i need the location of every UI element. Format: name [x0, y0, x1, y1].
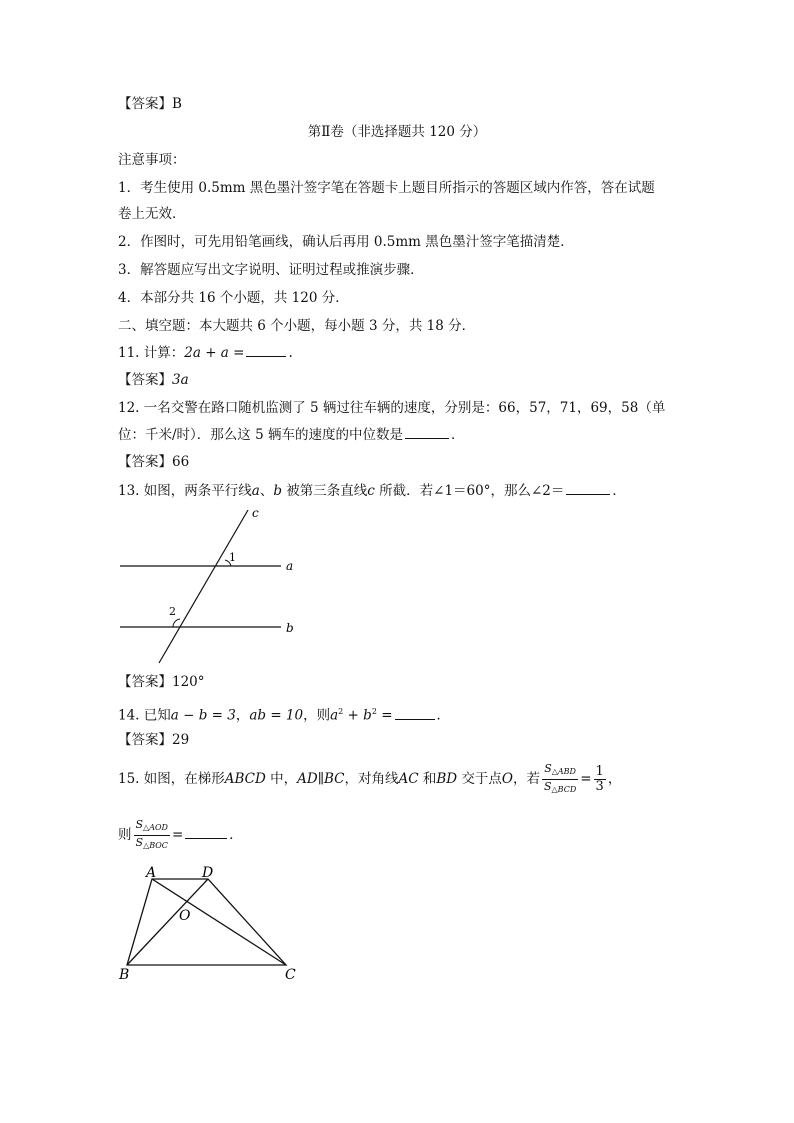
q14-expr1: a − b = 3 [170, 707, 236, 724]
label-b: b [286, 621, 294, 635]
line-c [159, 510, 248, 663]
q14-expr3: a [330, 707, 339, 724]
question-15 [118, 762, 621, 797]
q14-sup-b: 2 [371, 707, 377, 716]
q11-answer-blank [246, 342, 286, 357]
frac2-num: 1 [595, 764, 604, 779]
q11-answer-value: 3a [172, 372, 189, 388]
q15-text-c: ，对角线 [344, 771, 399, 787]
q13-text-a: 13. 如图，两条平行线 [118, 483, 252, 499]
label-D: D [202, 865, 214, 881]
q15-answer-blank [185, 824, 227, 839]
question-12-line2 [118, 424, 464, 445]
q14-answer: 【答案】29 [118, 732, 190, 748]
notes-title: 注意事项： [118, 152, 186, 168]
frac3-den-sub: △BOC [143, 841, 168, 850]
frac1-num-sub: △ABD [551, 767, 576, 776]
q14-expr4: + b [343, 707, 372, 724]
q13-sep: 、 [259, 483, 274, 499]
q11-answer-label: 【答案】 [118, 372, 172, 388]
q14-sep: ， [235, 707, 250, 724]
q14-expr5: = [376, 707, 393, 724]
q13-var-b: b [273, 483, 282, 499]
q13-answer-blank [566, 480, 610, 495]
previous-answer: 【答案】B [118, 96, 182, 112]
angle-2-arc [173, 619, 180, 627]
q15-fraction-3 [134, 818, 170, 853]
note-1-cont: 卷上无效． [118, 206, 186, 222]
q15-ac: AC [398, 771, 419, 787]
q12-suffix: ． [450, 427, 465, 443]
q15-text-f: ，若 [512, 771, 540, 787]
q14-expr2: ab = 10 [249, 707, 304, 724]
q11-suffix: . [288, 345, 293, 361]
q11-expression: 2a + a = [184, 345, 245, 361]
q15-suffix: ． [229, 827, 243, 843]
q15-bd: BD [436, 771, 458, 787]
frac1-den-sub: △BCD [551, 785, 577, 794]
q13-var-c: c [367, 483, 375, 499]
question-11 [118, 342, 293, 363]
frac1-den-s: S [543, 780, 552, 793]
question-15-line2 [118, 818, 243, 853]
q13-text-c: 所截．若∠1＝60°，那么∠2＝ [374, 483, 565, 499]
trapezoid-outline [127, 879, 286, 965]
q15-fraction-2 [594, 765, 606, 794]
q12-text: 位：千米/时）．那么这 5 辆车的速度的中位数是 [118, 427, 403, 443]
q15-trapezoid-figure [115, 862, 315, 982]
frac3-den-s: S [135, 836, 144, 849]
label-O: O [179, 908, 191, 924]
frac2-den: 3 [595, 779, 604, 794]
q15-eq: = [580, 771, 592, 787]
q14-sup-a: 2 [338, 707, 344, 716]
section-title: 第Ⅱ卷（非选择题共 120 分） [307, 124, 487, 140]
frac3-num-sub: △AOD [143, 823, 168, 832]
q15-fraction-1 [542, 762, 578, 797]
label-B: B [119, 967, 130, 983]
q14-answer-blank [395, 705, 435, 720]
q11-prefix: 11. 计算： [118, 345, 185, 361]
q15-text-b: 中， [265, 771, 298, 787]
frac3-num-s: S [135, 818, 144, 831]
q11-answer [118, 370, 189, 390]
q15-eq2: = [171, 827, 184, 843]
q15-text-d: 和 [418, 771, 437, 787]
q13-figure [115, 505, 315, 665]
label-angle-1: 1 [229, 551, 236, 564]
label-a: a [286, 559, 294, 573]
q14-suffix: ． [436, 707, 451, 724]
label-A: A [146, 865, 157, 881]
q15-text-e: 交于点 [457, 771, 502, 787]
label-angle-2: 2 [169, 605, 176, 618]
q14-text-a: 14. 已知 [118, 707, 171, 724]
q13-suffix: ． [612, 483, 626, 499]
q15-text-a: 15. 如图，在梯形 [118, 771, 225, 787]
frac1-num-s: S [544, 762, 552, 775]
q15-o: O [501, 771, 513, 787]
q12-answer-blank [405, 424, 449, 439]
q15-tail: ， [607, 771, 622, 787]
q13-var-a: a [251, 483, 260, 499]
q14-text-b: ，则 [303, 707, 331, 724]
q13-answer: 【答案】120° [118, 674, 205, 690]
note-1: 1．考生使用 0.5mm 黑色墨汁签字笔在答题卡上题目所指示的答题区域内作答，答在试题 [118, 180, 655, 196]
note-2: 2．作图时，可先用铅笔画线，确认后再用 0.5mm 黑色墨汁签字笔描清楚． [118, 234, 574, 250]
q15-then: 则 [118, 827, 132, 843]
note-4: 4．本部分共 16 个小题，共 120 分． [118, 290, 349, 306]
q15-abcd: ABCD [224, 771, 266, 787]
note-3: 3．解答题应写出文字说明、证明过程或推演步骤． [118, 262, 424, 278]
label-C: C [285, 967, 296, 983]
question-12-line1: 12. 一名交警在路口随机监测了 5 辆过往车辆的速度，分别是：66，57，71，69，58（单 [118, 400, 666, 416]
q12-answer: 【答案】66 [118, 454, 190, 470]
q15-parallel: AD∥BC [297, 771, 345, 787]
label-c: c [252, 506, 259, 520]
q13-text-b: 被第三条直线 [281, 483, 368, 499]
question-13 [118, 480, 626, 501]
question-14 [118, 702, 450, 726]
part-title: 二、填空题：本大题共 6 个小题，每小题 3 分，共 18 分． [118, 318, 476, 334]
